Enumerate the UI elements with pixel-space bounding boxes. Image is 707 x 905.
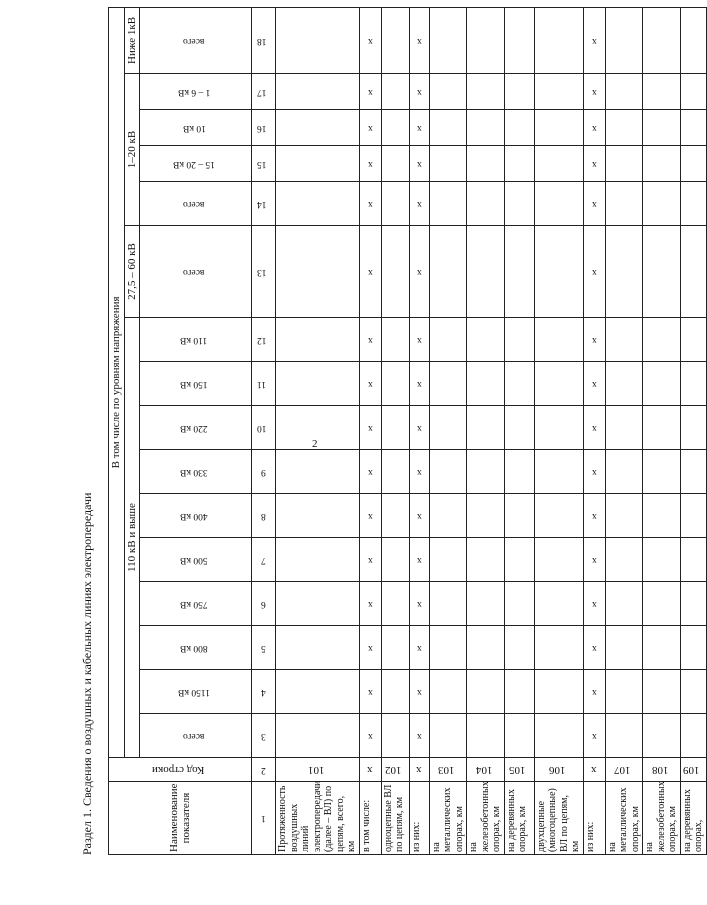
table-row	[534, 7, 583, 854]
data-cell[interactable]	[429, 450, 467, 494]
data-cell[interactable]: x	[409, 714, 429, 758]
row-indicator-name: на деревянных опорах, км	[504, 782, 534, 855]
data-cell[interactable]: x	[409, 406, 429, 450]
data-cell[interactable]	[276, 494, 360, 538]
header-group-110: 110 кВ и выше	[124, 318, 140, 758]
data-cell[interactable]: x	[359, 582, 381, 626]
header-330kv: 330 кВ	[140, 450, 252, 494]
data-cell[interactable]	[680, 146, 706, 182]
column-number: 7	[252, 538, 276, 582]
data-cell[interactable]	[643, 7, 681, 73]
data-cell[interactable]	[504, 582, 534, 626]
data-cell[interactable]	[504, 318, 534, 362]
data-cell[interactable]: x	[359, 7, 381, 73]
data-cell[interactable]: x	[409, 182, 429, 226]
data-cell[interactable]	[534, 626, 583, 670]
header-voltage-group: В том числе по уровням напряжения	[109, 7, 125, 757]
data-cell[interactable]: x	[583, 714, 605, 758]
data-cell[interactable]	[605, 494, 643, 538]
data-cell[interactable]: x	[359, 406, 381, 450]
header-group-below-1: Ниже 1кВ	[124, 7, 140, 73]
data-cell[interactable]: x	[359, 670, 381, 714]
table-row	[583, 7, 605, 854]
row-code: 109	[680, 758, 706, 782]
data-cell[interactable]	[680, 450, 706, 494]
header-500kv: 500 кВ	[140, 538, 252, 582]
data-cell[interactable]: x	[409, 74, 429, 110]
data-cell[interactable]	[381, 406, 409, 450]
data-cell[interactable]	[504, 110, 534, 146]
data-cell[interactable]: x	[409, 110, 429, 146]
data-cell[interactable]: x	[583, 182, 605, 226]
header-750kv: 750 кВ	[140, 582, 252, 626]
data-cell[interactable]: x	[359, 494, 381, 538]
data-cell[interactable]	[534, 714, 583, 758]
data-cell[interactable]	[504, 146, 534, 182]
data-cell[interactable]	[643, 182, 681, 226]
data-cell[interactable]	[680, 714, 706, 758]
data-cell[interactable]	[534, 226, 583, 318]
data-cell[interactable]	[680, 626, 706, 670]
data-cell[interactable]	[276, 7, 360, 73]
data-cell[interactable]	[467, 450, 505, 494]
column-number: 4	[252, 670, 276, 714]
data-cell[interactable]	[680, 538, 706, 582]
data-cell[interactable]	[680, 362, 706, 406]
data-cell[interactable]	[467, 362, 505, 406]
data-cell[interactable]	[605, 362, 643, 406]
data-cell[interactable]: x	[359, 450, 381, 494]
data-cell[interactable]	[381, 146, 409, 182]
column-number: 3	[252, 714, 276, 758]
data-cell[interactable]	[467, 182, 505, 226]
data-cell[interactable]: x	[409, 362, 429, 406]
data-cell[interactable]	[276, 362, 360, 406]
header-15-20kv: 15 – 20 кВ	[140, 146, 252, 182]
data-cell[interactable]	[276, 110, 360, 146]
data-cell[interactable]: x	[583, 7, 605, 73]
data-cell[interactable]	[605, 110, 643, 146]
data-cell[interactable]	[381, 538, 409, 582]
data-cell[interactable]	[504, 538, 534, 582]
data-cell[interactable]	[643, 582, 681, 626]
data-cell[interactable]	[429, 7, 467, 73]
data-cell[interactable]	[381, 714, 409, 758]
data-cell[interactable]	[605, 450, 643, 494]
data-cell[interactable]	[534, 406, 583, 450]
data-cell[interactable]	[643, 714, 681, 758]
data-cell[interactable]: x	[359, 182, 381, 226]
data-cell[interactable]	[643, 670, 681, 714]
header-27-60-total: всего	[140, 226, 252, 318]
table-row	[409, 7, 429, 854]
data-cell[interactable]: x	[583, 74, 605, 110]
data-cell[interactable]: x	[359, 146, 381, 182]
data-cell[interactable]: x	[583, 670, 605, 714]
data-cell[interactable]: x	[359, 74, 381, 110]
data-cell[interactable]	[605, 318, 643, 362]
column-number: 5	[252, 626, 276, 670]
data-cell[interactable]	[643, 74, 681, 110]
table-row	[680, 7, 706, 854]
column-number: 12	[252, 318, 276, 362]
table-row	[359, 7, 381, 854]
row-indicator-name: одноцепные ВЛ по цепям, км	[381, 782, 409, 855]
data-cell[interactable]: x	[583, 226, 605, 318]
table-body	[276, 7, 707, 854]
data-cell[interactable]	[381, 626, 409, 670]
data-cell[interactable]	[534, 7, 583, 73]
page-number: 2	[312, 438, 318, 450]
data-cell[interactable]	[467, 74, 505, 110]
data-cell[interactable]	[381, 670, 409, 714]
data-cell[interactable]	[605, 226, 643, 318]
row-indicator-name: двухцепные (многоцепные) ВЛ по цепям, км	[534, 782, 583, 855]
data-cell[interactable]	[680, 318, 706, 362]
data-cell[interactable]	[504, 714, 534, 758]
row-indicator-name: на железобетонных опорах, км	[467, 782, 505, 855]
column-number: 2	[252, 758, 276, 782]
header-10kv: 10 кВ	[140, 110, 252, 146]
data-cell[interactable]	[643, 362, 681, 406]
data-cell[interactable]: x	[409, 670, 429, 714]
data-cell[interactable]	[680, 494, 706, 538]
data-cell[interactable]	[504, 182, 534, 226]
data-cell[interactable]	[467, 538, 505, 582]
row-code: 104	[467, 758, 505, 782]
data-cell[interactable]	[504, 626, 534, 670]
header-1-20-total: всего	[140, 182, 252, 226]
data-cell[interactable]: x	[359, 714, 381, 758]
data-cell[interactable]: x	[359, 110, 381, 146]
data-cell[interactable]	[429, 362, 467, 406]
column-number: 1	[252, 782, 276, 855]
table-row	[643, 7, 681, 854]
row-code: x	[409, 758, 429, 782]
row-code: 101	[276, 758, 360, 782]
data-cell[interactable]: x	[583, 146, 605, 182]
row-indicator-name: из них:	[583, 782, 605, 855]
data-cell[interactable]	[381, 318, 409, 362]
data-cell[interactable]	[605, 406, 643, 450]
data-cell[interactable]	[680, 182, 706, 226]
data-cell[interactable]: x	[409, 7, 429, 73]
data-cell[interactable]	[643, 406, 681, 450]
column-number: 15	[252, 146, 276, 182]
data-cell[interactable]	[680, 74, 706, 110]
data-cell[interactable]: x	[583, 362, 605, 406]
data-cell[interactable]: x	[409, 494, 429, 538]
data-cell[interactable]	[643, 318, 681, 362]
data-cell[interactable]	[680, 110, 706, 146]
row-code: x	[583, 758, 605, 782]
data-cell[interactable]	[605, 714, 643, 758]
header-110kv: 110 кВ	[140, 318, 252, 362]
data-cell[interactable]	[680, 406, 706, 450]
header-group-1-20: 1–20 кВ	[124, 74, 140, 226]
data-cell[interactable]	[605, 146, 643, 182]
data-cell[interactable]	[534, 362, 583, 406]
data-cell[interactable]	[504, 450, 534, 494]
data-cell[interactable]: x	[409, 318, 429, 362]
data-cell[interactable]	[381, 7, 409, 73]
data-cell[interactable]	[680, 7, 706, 73]
data-cell[interactable]	[429, 670, 467, 714]
data-cell[interactable]	[504, 74, 534, 110]
data-cell[interactable]: x	[583, 494, 605, 538]
data-cell[interactable]	[429, 714, 467, 758]
column-number-row	[252, 7, 276, 854]
row-code: 105	[504, 758, 534, 782]
data-cell[interactable]	[467, 494, 505, 538]
data-cell[interactable]	[680, 226, 706, 318]
data-cell[interactable]	[276, 538, 360, 582]
section-title: Раздел 1. Сведения о воздушных и кабельных линиях электропередачи	[80, 492, 94, 855]
data-cell[interactable]: x	[359, 362, 381, 406]
data-cell[interactable]	[381, 182, 409, 226]
data-cell[interactable]: x	[359, 226, 381, 318]
data-cell[interactable]: x	[583, 450, 605, 494]
data-cell[interactable]	[605, 582, 643, 626]
data-cell[interactable]	[680, 670, 706, 714]
data-cell[interactable]	[534, 318, 583, 362]
data-cell[interactable]	[534, 110, 583, 146]
data-cell[interactable]	[276, 226, 360, 318]
row-code: x	[359, 758, 381, 782]
data-cell[interactable]	[643, 626, 681, 670]
column-number: 6	[252, 582, 276, 626]
data-cell[interactable]	[276, 406, 360, 450]
data-cell[interactable]	[429, 182, 467, 226]
data-cell[interactable]	[605, 626, 643, 670]
data-cell[interactable]	[643, 226, 681, 318]
data-cell[interactable]	[534, 450, 583, 494]
data-cell[interactable]	[467, 582, 505, 626]
data-cell[interactable]	[381, 582, 409, 626]
column-number: 10	[252, 406, 276, 450]
data-cell[interactable]: x	[583, 538, 605, 582]
data-cell[interactable]: x	[409, 626, 429, 670]
data-cell[interactable]	[643, 110, 681, 146]
data-cell[interactable]	[276, 318, 360, 362]
data-cell[interactable]	[381, 226, 409, 318]
data-cell[interactable]	[504, 670, 534, 714]
header-150kv: 150 кВ	[140, 362, 252, 406]
data-cell[interactable]: x	[583, 318, 605, 362]
data-cell[interactable]	[429, 74, 467, 110]
row-indicator-name: из них:	[409, 782, 429, 855]
data-cell[interactable]	[381, 494, 409, 538]
row-code: 103	[429, 758, 467, 782]
column-number: 18	[252, 7, 276, 73]
row-indicator-name: Протяженность воздушных линий электропередачи (далее – ВЛ) по цепям, всего, км	[276, 782, 360, 855]
data-cell[interactable]	[467, 714, 505, 758]
data-cell[interactable]	[467, 146, 505, 182]
data-cell[interactable]	[467, 110, 505, 146]
data-cell[interactable]	[429, 626, 467, 670]
data-cell[interactable]	[605, 182, 643, 226]
data-cell[interactable]	[429, 494, 467, 538]
data-cell[interactable]	[429, 110, 467, 146]
header-1-6kv: 1 – 6 кВ	[140, 74, 252, 110]
data-cell[interactable]	[429, 146, 467, 182]
row-code: 106	[534, 758, 583, 782]
data-cell[interactable]	[276, 182, 360, 226]
data-cell[interactable]	[605, 74, 643, 110]
row-code: 102	[381, 758, 409, 782]
data-table	[108, 7, 707, 855]
data-cell[interactable]	[504, 362, 534, 406]
data-cell[interactable]	[467, 7, 505, 73]
data-cell[interactable]	[643, 146, 681, 182]
data-cell[interactable]	[643, 450, 681, 494]
data-cell[interactable]	[381, 110, 409, 146]
row-code: 107	[605, 758, 643, 782]
data-cell[interactable]: x	[359, 318, 381, 362]
data-cell[interactable]	[534, 582, 583, 626]
column-number: 8	[252, 494, 276, 538]
data-cell[interactable]: x	[583, 626, 605, 670]
column-number: 16	[252, 110, 276, 146]
data-cell[interactable]	[534, 494, 583, 538]
header-row-code: Код строки	[109, 758, 252, 782]
table-row	[429, 7, 467, 854]
data-cell[interactable]	[429, 226, 467, 318]
header-below-1-total: всего	[140, 7, 252, 73]
header-110-total: всего	[140, 714, 252, 758]
column-number: 13	[252, 226, 276, 318]
data-cell[interactable]: x	[409, 538, 429, 582]
data-cell[interactable]	[381, 74, 409, 110]
data-cell[interactable]	[534, 182, 583, 226]
column-number: 14	[252, 182, 276, 226]
column-number: 17	[252, 74, 276, 110]
data-cell[interactable]	[467, 626, 505, 670]
data-cell[interactable]	[643, 494, 681, 538]
data-cell[interactable]: x	[409, 450, 429, 494]
row-indicator-name: на металлических опорах, км	[429, 782, 467, 855]
data-cell[interactable]	[276, 582, 360, 626]
data-cell[interactable]	[680, 582, 706, 626]
row-indicator-name: на металлических опорах, км	[605, 782, 643, 855]
data-cell[interactable]	[467, 670, 505, 714]
data-cell[interactable]	[276, 450, 360, 494]
data-cell[interactable]: x	[583, 582, 605, 626]
row-indicator-name: на железобетонных опорах, км	[643, 782, 681, 855]
data-cell[interactable]	[643, 538, 681, 582]
data-cell[interactable]: x	[409, 582, 429, 626]
data-cell[interactable]	[534, 146, 583, 182]
data-cell[interactable]	[605, 670, 643, 714]
data-cell[interactable]	[276, 74, 360, 110]
row-code: 108	[643, 758, 681, 782]
data-cell[interactable]: x	[359, 626, 381, 670]
data-cell[interactable]	[504, 226, 534, 318]
data-cell[interactable]	[381, 362, 409, 406]
data-cell[interactable]	[429, 318, 467, 362]
data-cell[interactable]	[276, 146, 360, 182]
data-cell[interactable]: x	[409, 226, 429, 318]
table-row	[276, 7, 360, 854]
data-cell[interactable]	[276, 714, 360, 758]
data-cell[interactable]	[534, 538, 583, 582]
header-1150kv: 1150 кВ	[140, 670, 252, 714]
data-cell[interactable]	[467, 226, 505, 318]
column-number: 11	[252, 362, 276, 406]
data-cell[interactable]	[605, 538, 643, 582]
header-indicator-name: Наименование показателя	[109, 782, 252, 855]
data-cell[interactable]	[429, 582, 467, 626]
data-cell[interactable]	[276, 626, 360, 670]
data-cell[interactable]	[504, 7, 534, 73]
column-number: 9	[252, 450, 276, 494]
data-cell[interactable]	[381, 450, 409, 494]
data-cell[interactable]	[504, 494, 534, 538]
data-cell[interactable]: x	[583, 110, 605, 146]
data-cell[interactable]	[605, 7, 643, 73]
data-cell[interactable]: x	[359, 538, 381, 582]
table-row	[381, 7, 409, 854]
table-row	[504, 7, 534, 854]
data-cell[interactable]	[467, 406, 505, 450]
data-cell[interactable]: x	[409, 146, 429, 182]
header-220kv: 220 кВ	[140, 406, 252, 450]
data-cell[interactable]: x	[583, 406, 605, 450]
data-cell[interactable]	[276, 670, 360, 714]
header-800kv: 800 кВ	[140, 626, 252, 670]
header-400kv: 400 кВ	[140, 494, 252, 538]
row-indicator-name: в том числе:	[359, 782, 381, 855]
data-cell[interactable]	[534, 74, 583, 110]
header-group-27-60: 27,5 – 60 кВ	[124, 226, 140, 318]
data-cell[interactable]	[429, 406, 467, 450]
data-cell[interactable]	[504, 406, 534, 450]
table-row	[605, 7, 643, 854]
row-indicator-name: на деревянных опорах,	[680, 782, 706, 855]
data-cell[interactable]	[534, 670, 583, 714]
data-cell[interactable]	[467, 318, 505, 362]
data-cell[interactable]	[429, 538, 467, 582]
table-row	[467, 7, 505, 854]
